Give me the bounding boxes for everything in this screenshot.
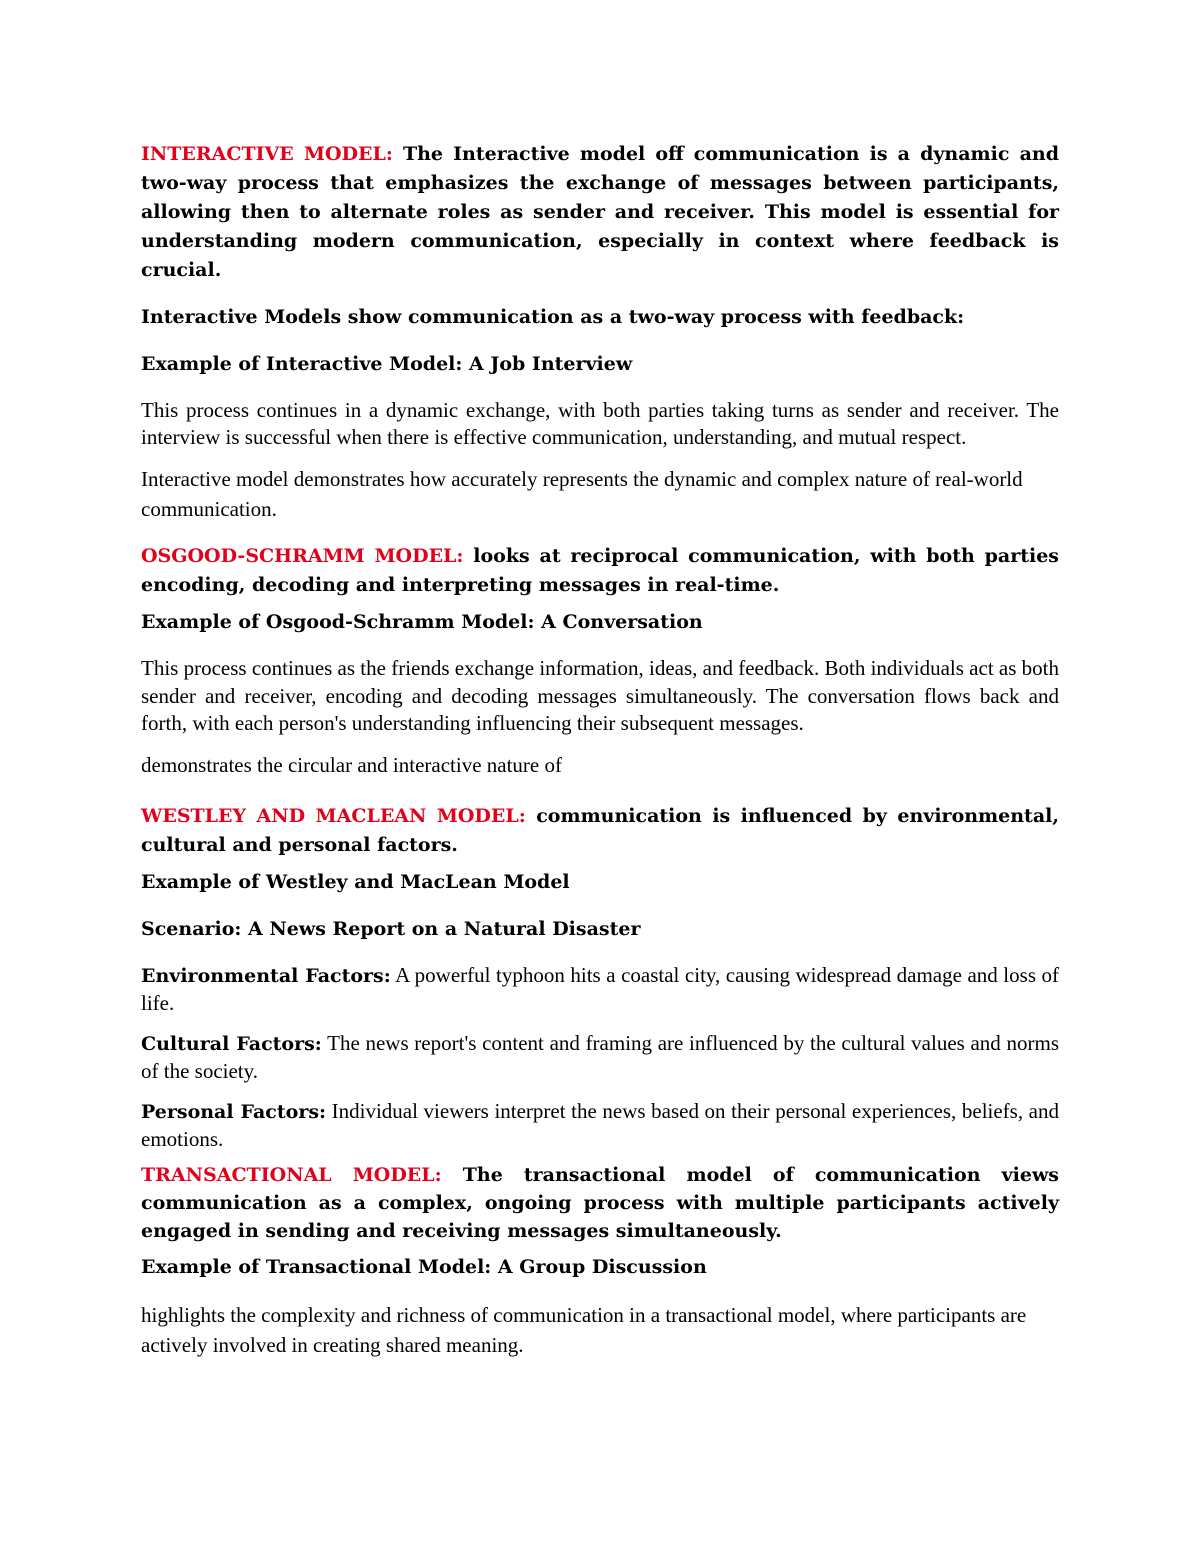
interactive-model-intro-text: The Interactive model off communication is a dynamic and two-way process that emphasizes the exchange of messages between participants, allowing then to alternate roles as sender and receiver. This model is essential for understanding modern communication, especially in context where feedback is crucial. bbox=[141, 143, 1059, 281]
westley-personal-factors bbox=[141, 1098, 1059, 1153]
transactional-model-intro-text: The transactional model of communication views communication as a complex, ongoing process with multiple participants actively engaged in sending and receiving messages simultaneously. bbox=[141, 1163, 1059, 1242]
westley-example-title: Example of Westley and MacLean Model bbox=[141, 870, 570, 893]
document-page bbox=[141, 140, 1059, 1373]
westley-model-heading: WESTLEY AND MACLEAN MODEL: bbox=[141, 804, 526, 827]
westley-environmental-factors bbox=[141, 962, 1059, 1017]
transactional-example-title: Example of Transactional Model: A Group Discussion bbox=[141, 1255, 707, 1278]
interactive-paragraph-2: Interactive model demonstrates how accurately represents the dynamic and complex nature of real-world communication. bbox=[141, 467, 1023, 521]
transactional-paragraph-1: highlights the complexity and richness of communication in a transactional model, where participants are actively involved in creating shared meaning. bbox=[141, 1302, 1027, 1357]
interactive-paragraph-1: This process continues in a dynamic exchange, with both parties taking turns as sender and receiver. The interview is successful when there is effective communication, understanding, and mutual respect. bbox=[141, 398, 1059, 449]
cultural-factors-text: The news report's content and framing are influenced by the cultural values and norms of the society. bbox=[141, 1030, 1059, 1083]
transactional-model-intro bbox=[141, 1161, 1059, 1245]
personal-factors-text: Individual viewers interpret the news based on their personal experiences, beliefs, and emotions. bbox=[141, 1098, 1060, 1151]
osgood-example-title: Example of Osgood-Schramm Model: A Conversation bbox=[141, 611, 703, 633]
osgood-paragraph-2: demonstrates the circular and interactive nature of bbox=[141, 752, 562, 777]
osgood-model-heading: OSGOOD-SCHRAMM MODEL: bbox=[141, 545, 464, 567]
interactive-model-subhead: Interactive Models show communication as a two-way process with feedback: bbox=[141, 306, 965, 328]
westley-model-intro bbox=[141, 802, 1059, 860]
westley-model-intro-text: communication is influenced by environmental, cultural and personal factors. bbox=[141, 804, 1059, 856]
environmental-factors-text: A powerful typhoon hits a coastal city, causing widespread damage and loss of life. bbox=[141, 962, 1060, 1015]
osgood-model-intro-text: looks at reciprocal communication, with both parties encoding, decoding and interpreting messages in real-time. bbox=[141, 545, 1059, 596]
personal-factors-label: Personal Factors: bbox=[141, 1100, 327, 1123]
osgood-model-intro bbox=[141, 542, 1059, 600]
interactive-model-heading: INTERACTIVE MODEL: bbox=[141, 143, 393, 165]
transactional-model-heading: TRANSACTIONAL MODEL: bbox=[141, 1163, 442, 1186]
environmental-factors-label: Environmental Factors: bbox=[141, 964, 391, 987]
osgood-paragraph-1: This process continues as the friends exchange information, ideas, and feedback. Both individuals act as both sender and receiver, encoding and decoding messages simultaneously. The conversation flows back and forth, with each person's understanding influencing their subsequent messages. bbox=[141, 656, 1059, 735]
cultural-factors-label: Cultural Factors: bbox=[141, 1032, 322, 1055]
westley-scenario: Scenario: A News Report on a Natural Disaster bbox=[141, 917, 641, 940]
interactive-example-title: Example of Interactive Model: A Job Interview bbox=[141, 353, 633, 375]
interactive-model-intro bbox=[141, 140, 1059, 285]
westley-cultural-factors bbox=[141, 1030, 1059, 1085]
